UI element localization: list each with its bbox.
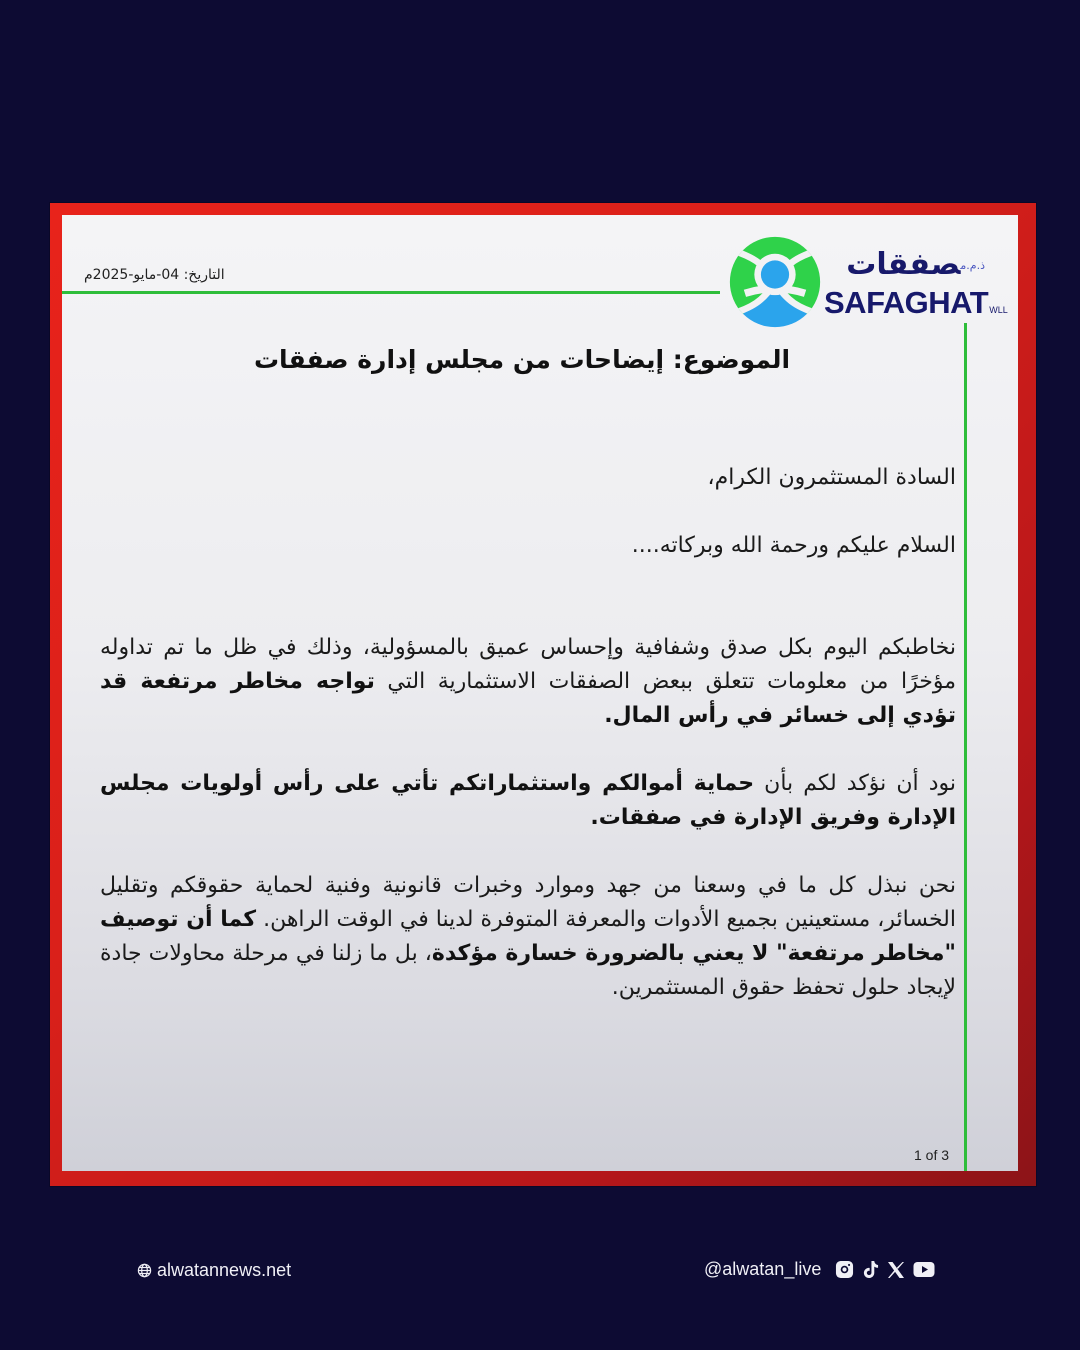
header-divider (62, 291, 720, 294)
logo-english-text: SAFAGHAT (824, 285, 989, 320)
safaghat-logo (728, 235, 1008, 331)
social-handle[interactable]: @alwatan_live (704, 1259, 822, 1279)
social-bar (704, 1259, 935, 1280)
paragraph-2 (100, 767, 956, 835)
safaghat-logo-mark-icon (728, 235, 822, 329)
globe-icon (137, 1263, 152, 1278)
greeting: السادة المستثمرون الكرام، (707, 465, 956, 490)
paragraph-2-text: نود أن نؤكد لكم بأن (754, 771, 956, 796)
logo-english-suffix: WLL (989, 305, 1008, 315)
website-url: alwatannews.net (157, 1260, 292, 1280)
paragraph-1-bold: تواجه مخاطر مرتفعة قد تؤدي إلى خسائر في رأس المال. (100, 669, 956, 728)
tiktok-icon[interactable] (862, 1260, 879, 1279)
paragraph-1-text: نخاطبكم اليوم بكل صدق وشفافية وإحساس عميق بالمسؤولية، وذلك في ظل ما تم تداوله مؤخرًا من معلومات تتعلق ببعض الصفقات الاستثمارية التي (100, 635, 956, 694)
paragraph-3 (100, 869, 956, 1005)
paragraph-3-text: نحن نبذل كل ما في وسعنا من جهد وموارد وخبرات قانونية وفنية لحماية حقوقكم وتقليل الخسائر، مستعينين بجميع الأدوات والمعرفة المتوفرة لدينا في الوقت الراهن. (100, 873, 956, 932)
paragraph-3-bold: كما أن توصيف "مخاطر مرتفعة" لا يعني بالضرورة خسارة مؤكدة (100, 907, 956, 966)
paragraph-3-text-end: ، بل ما زلنا في مرحلة محاولات جادة لإيجاد حلول تحفظ حقوق المستثمرين. (100, 941, 956, 1000)
margin-rule (964, 323, 967, 1171)
letter-subject: الموضوع: إيضاحات من مجلس إدارة صفقات (253, 345, 791, 374)
page-indicator: 1 of 3 (914, 1147, 950, 1163)
letter-body (100, 461, 956, 1039)
youtube-icon[interactable] (913, 1261, 935, 1278)
letter-date: التاريخ: 04-مايو-2025م (84, 267, 225, 283)
website-link[interactable] (137, 1260, 291, 1281)
letter-page (62, 215, 1018, 1171)
logo-arabic-suffix: ذ.م.م (960, 258, 985, 272)
logo-arabic-text: صفقات (846, 247, 961, 282)
logo-arabic-name (828, 249, 988, 282)
logo-english-name (824, 287, 1008, 326)
x-icon[interactable] (887, 1261, 905, 1279)
paragraph-2-bold: حماية أموالكم واستثماراتكم تأتي على رأس أولويات مجلس الإدارة وفريق الإدارة في صفقات. (100, 771, 956, 830)
instagram-icon[interactable] (835, 1260, 854, 1279)
salutation: السلام عليكم ورحمة الله وبركاته.... (631, 533, 956, 558)
paragraph-1 (100, 631, 956, 733)
